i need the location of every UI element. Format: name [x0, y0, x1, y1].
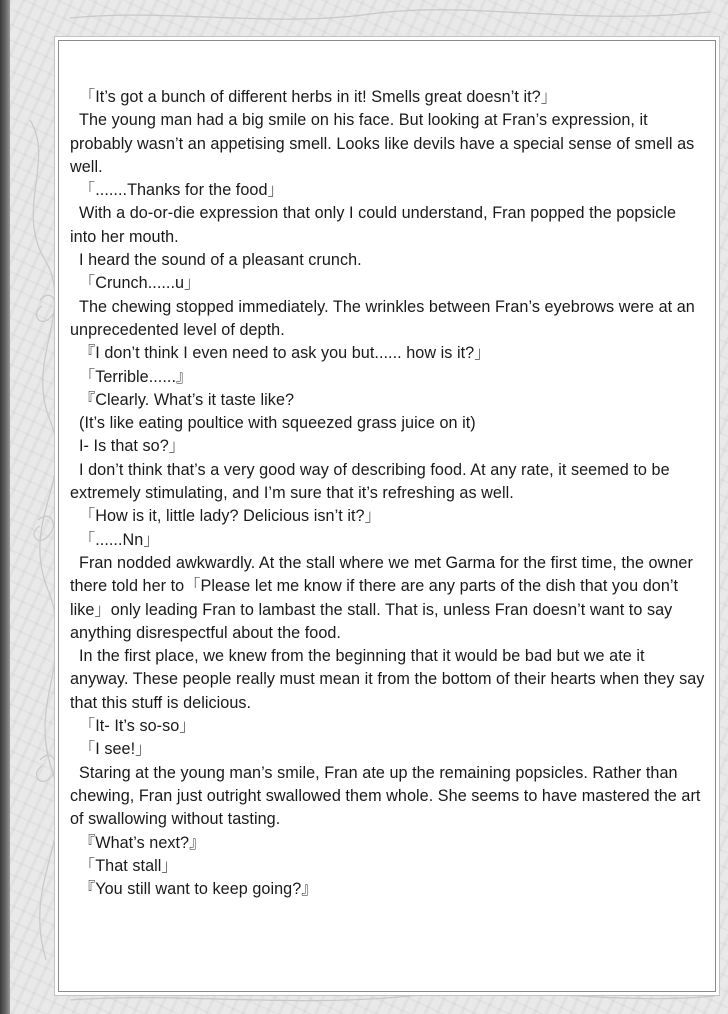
paragraph: 『You still want to keep going?』 [79, 880, 318, 899]
paragraph: 『What’s next?』 [79, 833, 206, 852]
paragraph: I- Is that so?」 [79, 437, 186, 456]
paragraph: 「It’s got a bunch of different herbs in it! Smells great doesn’t it?」 [79, 88, 557, 106]
paragraph: I don’t think that’s a very good way of describing food. At any rate, it seemed to be extremely stimulating, and I’m sure that it’s refreshing as well. [70, 460, 670, 503]
novel-text-body [70, 86, 706, 901]
paragraph: Fran nodded awkwardly. At the stall where we met Garma for the first time, the owner there told her to「Please let me know if there are any parts of the dish that you don’t like」only leading Fran to lambast the stall. That is, unless Fran doesn’t want to say anything disrespectful about the food. [70, 553, 693, 642]
paragraph: 「It- It’s so-so」 [79, 717, 196, 736]
paragraph: The young man had a big smile on his face. But looking at Fran’s expression, it probably wasn’t an appetising smell. Looks like devils have a special sense of smell as well. [70, 111, 695, 176]
paragraph: 『Clearly. What’s it taste like? [79, 390, 295, 409]
scan-edge-shadow [0, 0, 10, 1014]
paragraph: 「......Nn」 [79, 530, 160, 549]
paragraph: 「I see!」 [79, 740, 152, 759]
paragraph: (It’s like eating poultice with squeezed grass juice on it) [79, 414, 476, 433]
paragraph: 「Terrible......』 [79, 367, 193, 386]
paragraph: 「How is it, little lady? Delicious isn’t it?」 [79, 507, 381, 526]
paragraph: 「That stall」 [79, 856, 178, 875]
paragraph: 「Crunch......u」 [79, 274, 201, 293]
paragraph: In the first place, we knew from the beginning that it would be bad but we ate it anyway. These people really must mean it from the bottom of their hearts when they say that this stuff is delicious. [70, 647, 705, 712]
paragraph: Staring at the young man’s smile, Fran ate up the remaining popsicles. Rather than chewing, Fran just outright swallowed them whole. She seems to have mastered the art of swallowing without tasting. [70, 763, 701, 829]
paragraph: The chewing stopped immediately. The wrinkles between Fran’s eyebrows were at an unprecedented level of depth. [70, 297, 695, 339]
paragraph: With a do-or-die expression that only I could understand, Fran popped the popsicle into her mouth. [70, 204, 677, 246]
paragraph: 『I don’t think I even need to ask you but...... how is it?」 [79, 344, 491, 363]
paragraph: 「.......Thanks for the food」 [79, 181, 284, 200]
paragraph: I heard the sound of a pleasant crunch. [79, 251, 362, 270]
